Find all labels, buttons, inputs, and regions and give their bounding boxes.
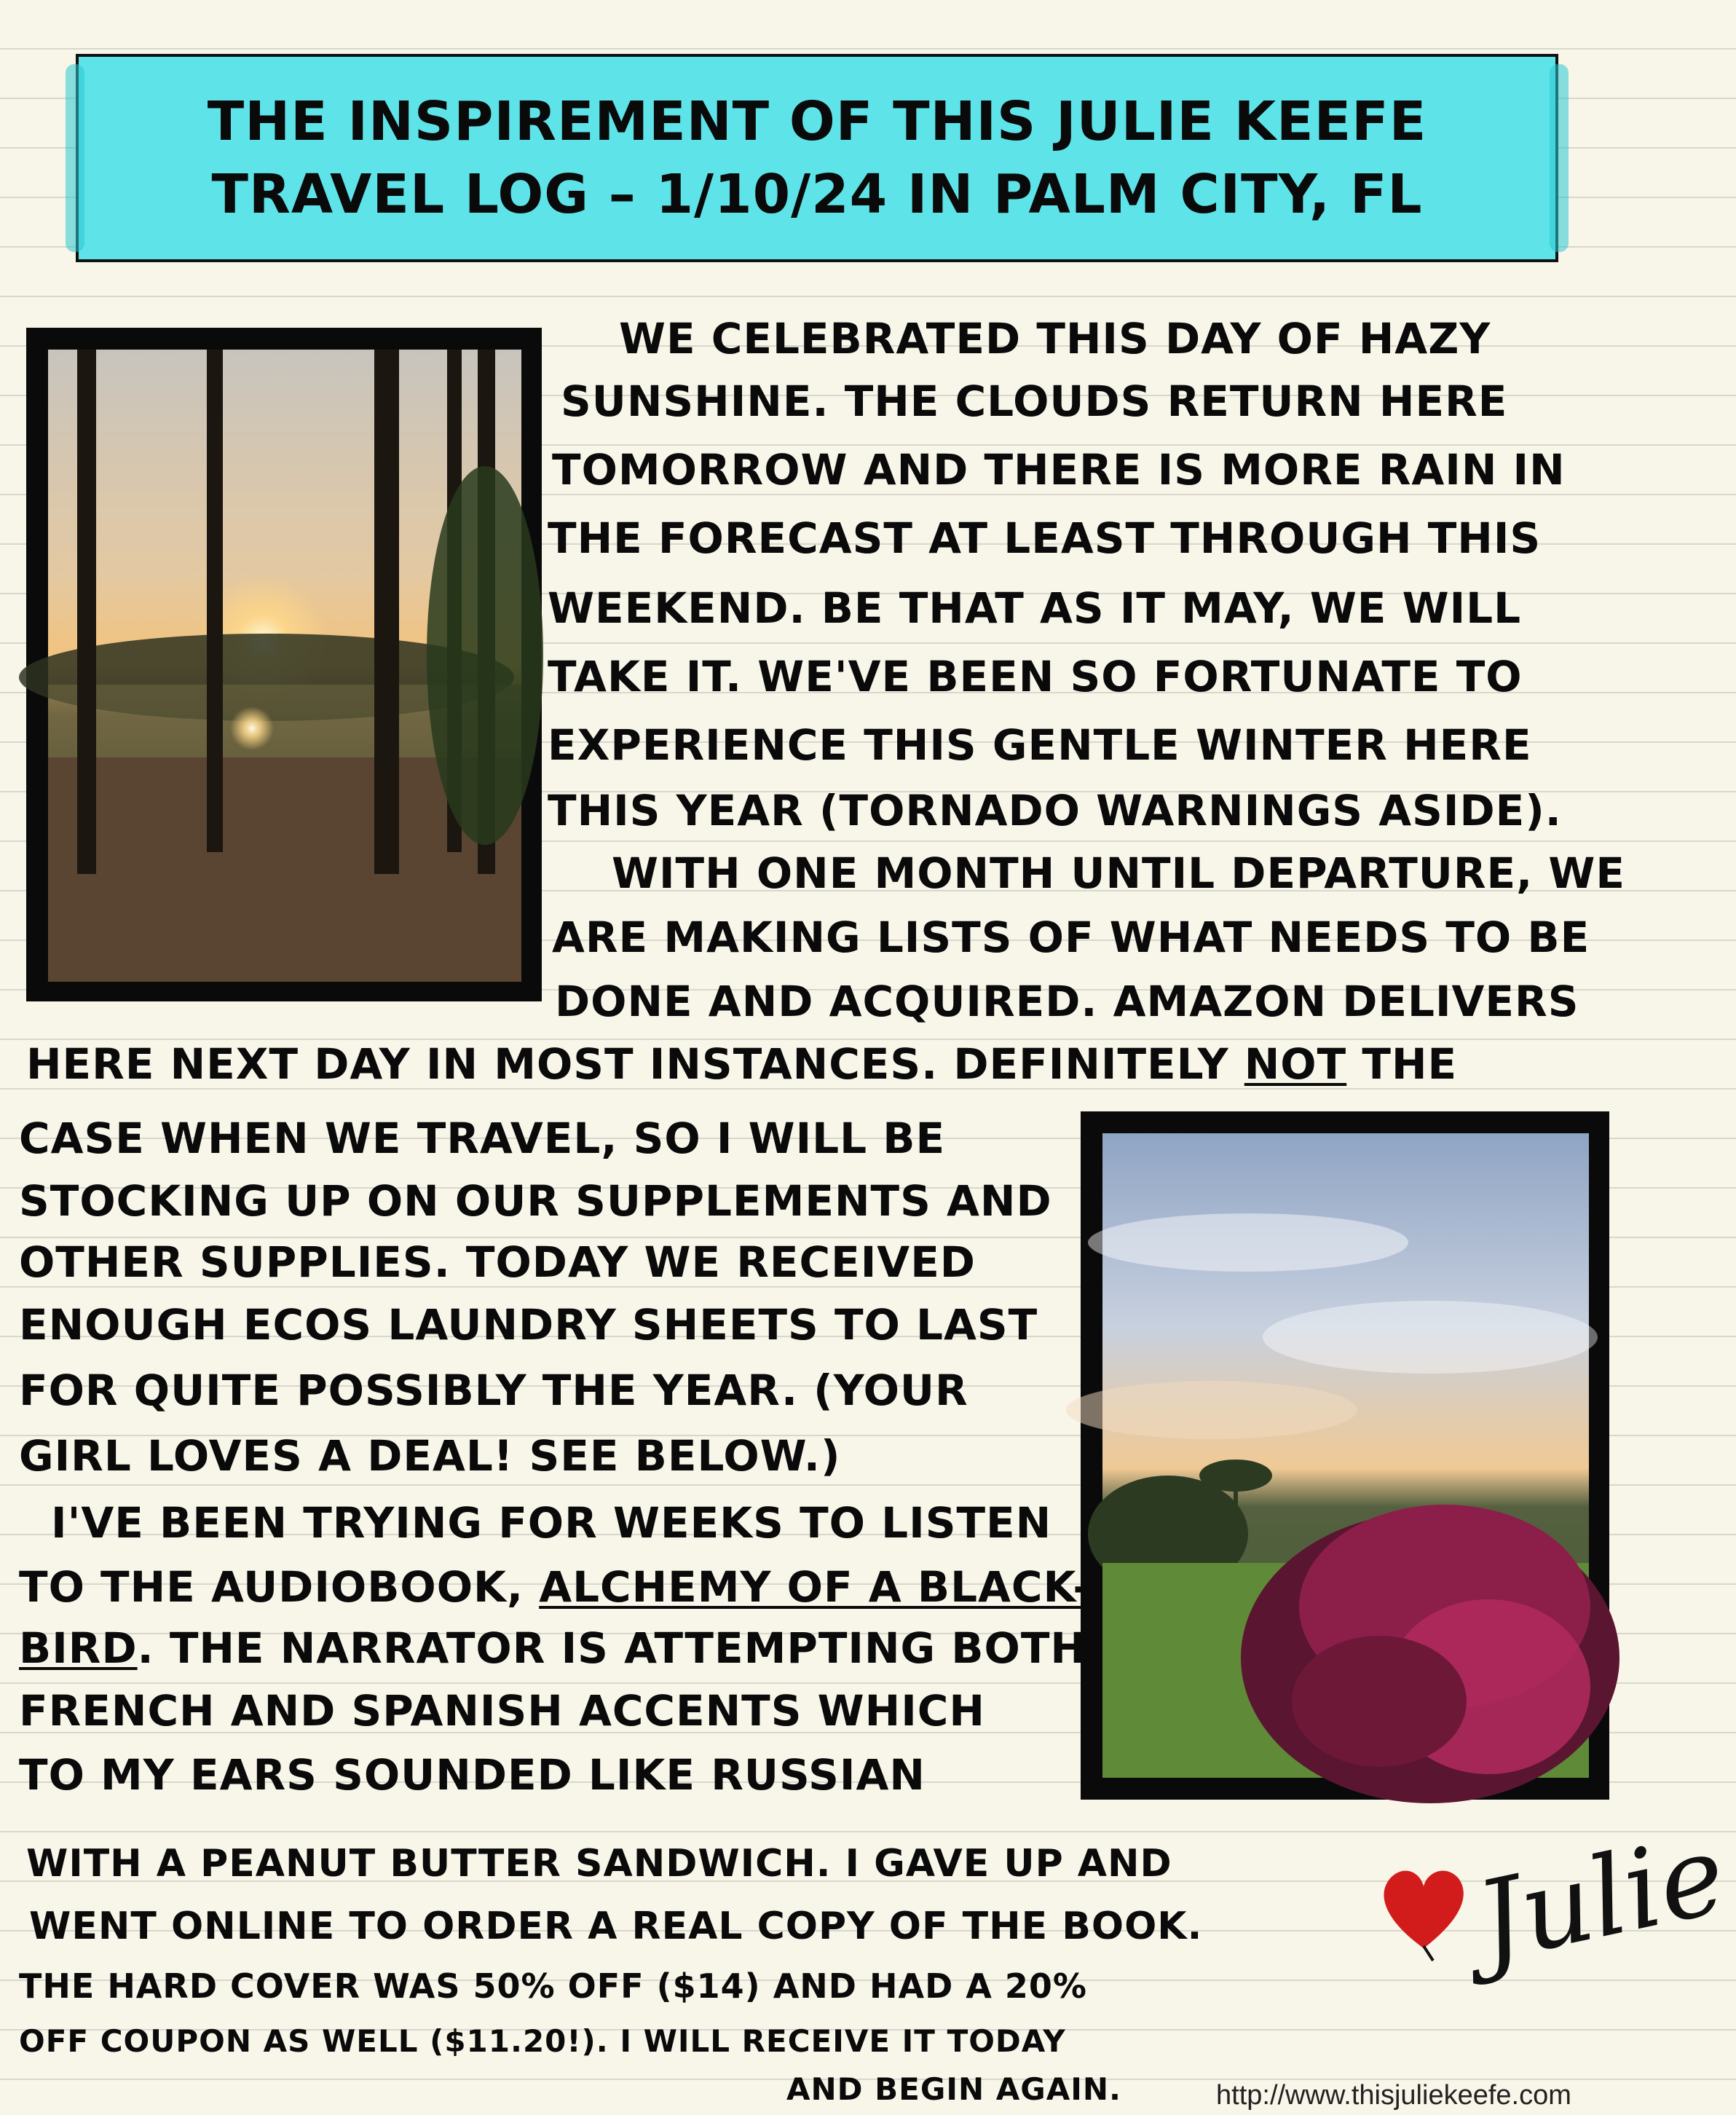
garden-sunrise-photo [1102,1133,1589,1778]
text-line: GIRL LOVES A DEAL! SEE BELOW.) [19,1431,841,1481]
text-line: STOCKING UP ON OUR SUPPLEMENTS AND [19,1176,1052,1226]
text-line: WITH ONE MONTH UNTIL DEPARTURE, WE [612,848,1625,898]
book-title: BIRD [19,1623,138,1673]
text-line [19,1624,1086,1672]
text-line: ENOUGH ECOS LAUNDRY SHEETS TO LAST [19,1300,1038,1350]
text-line: TOMORROW AND THERE IS MORE RAIN IN [552,445,1566,495]
text-line: I'VE BEEN TRYING FOR WEEKS TO LISTEN [51,1498,1052,1548]
text-line: WEEKEND. BE THAT AS IT MAY, WE WILL [548,583,1522,633]
text-line: AND BEGIN AGAIN. [786,2071,1121,2107]
text-segment: HERE NEXT DAY IN MOST INSTANCES. DEFINITELY [26,1039,1244,1089]
title-line-2: TRAVEL LOG – 1/10/24 IN PALM CITY, FL [211,163,1423,226]
title-banner [76,54,1558,262]
text-segment: TO THE AUDIOBOOK, [19,1562,540,1612]
underlined-word: NOT [1244,1039,1347,1089]
text-line: EXPERIENCE THIS GENTLE WINTER HERE [548,720,1532,770]
photo-frame-right [1081,1111,1609,1800]
text-line: THIS YEAR (TORNADO WARNINGS ASIDE). [548,786,1562,835]
text-line: FOR QUITE POSSIBLY THE YEAR. (YOUR [19,1366,968,1415]
title-line-1: THE INSPIREMENT OF THIS JULIE KEEFE [207,90,1427,153]
text-line: THE FORECAST AT LEAST THROUGH THIS [548,513,1542,563]
photo-frame-top-left [26,328,542,1001]
text-line: TO MY EARS SOUNDED LIKE RUSSIAN [19,1750,926,1800]
website-url[interactable]: http://www.thisjuliekeefe.com [1216,2080,1571,2111]
forest-sunrise-photo [48,350,521,982]
text-segment: . THE NARRATOR IS ATTEMPTING BOTH [137,1623,1086,1673]
text-line: WE CELEBRATED THIS DAY OF HAZY [619,314,1491,363]
text-line-full [26,1040,1457,1088]
signature: Julie [1466,1811,1736,1987]
text-segment: THE [1346,1039,1458,1089]
text-line: WITH A PEANUT BUTTER SANDWICH. I GAVE UP AND [26,1842,1172,1886]
book-title: ALCHEMY OF A BLACK- [539,1562,1092,1612]
text-line: TAKE IT. WE'VE BEEN SO FORTUNATE TO [548,652,1523,701]
text-line: CASE WHEN WE TRAVEL, SO I WILL BE [19,1114,946,1163]
text-line: OFF COUPON AS WELL ($11.20!). I WILL RECEIVE IT TODAY [19,2023,1066,2059]
heart-icon [1376,1864,1471,1952]
text-line: FRENCH AND SPANISH ACCENTS WHICH [19,1686,985,1736]
text-line: THE HARD COVER WAS 50% OFF ($14) AND HAD A 20% [19,1966,1088,2006]
text-line: DONE AND ACQUIRED. AMAZON DELIVERS [555,977,1579,1026]
text-line [19,1563,1091,1611]
text-line: SUNSHINE. THE CLOUDS RETURN HERE [561,377,1508,426]
text-line: OTHER SUPPLIES. TODAY WE RECEIVED [19,1237,976,1287]
text-line: ARE MAKING LISTS OF WHAT NEEDS TO BE [552,913,1590,962]
text-line: WENT ONLINE TO ORDER A REAL COPY OF THE BOOK. [29,1905,1203,1948]
